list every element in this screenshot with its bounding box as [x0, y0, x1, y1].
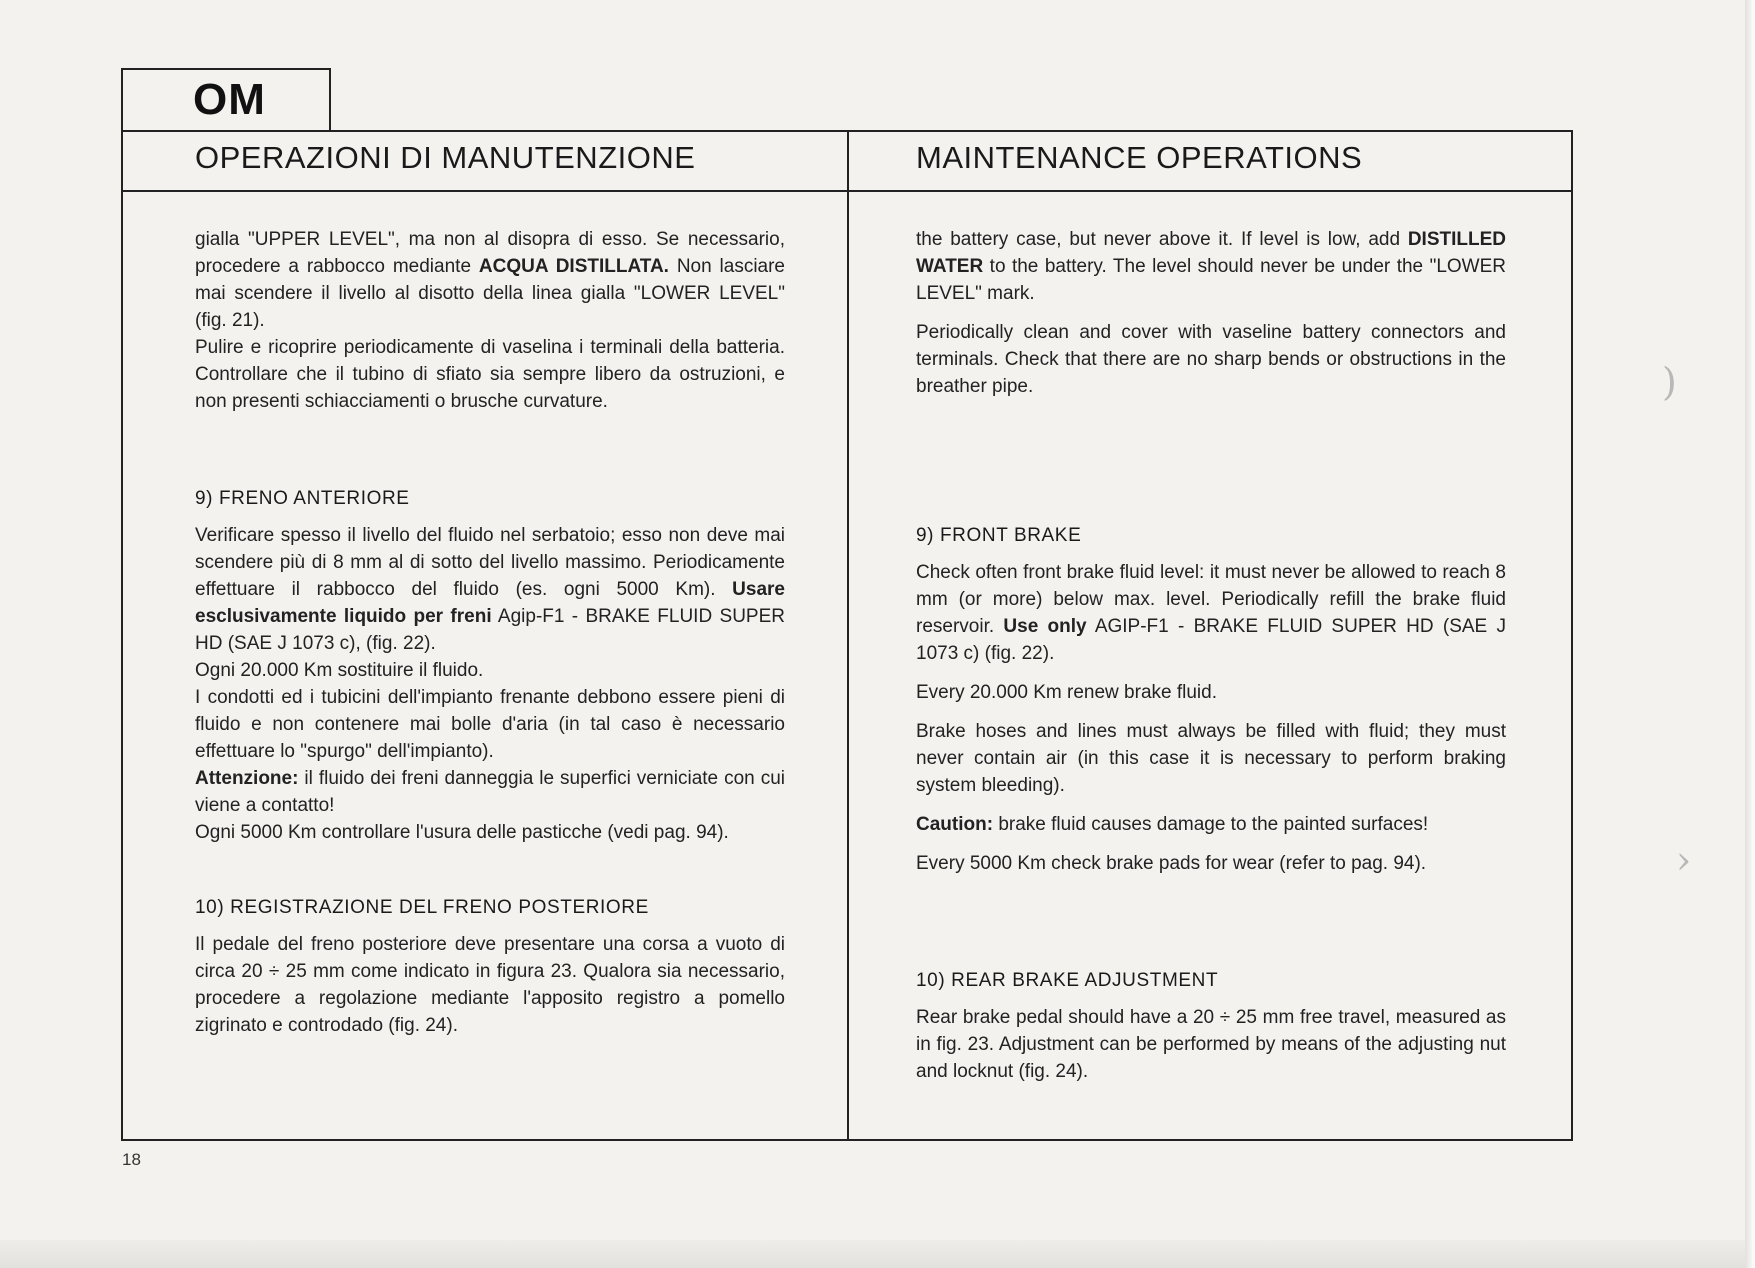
- column-divider: [847, 132, 849, 1139]
- margin-smudge-mark: ): [1662, 360, 1677, 404]
- battery-terminals-paragraph: Periodically clean and cover with vaseline battery connectors and terminals. Check that there are no sharp bends or obstructions in the breather pipe.: [916, 322, 1506, 397]
- section-10-title: 10) REAR BRAKE ADJUSTMENT: [916, 970, 1219, 991]
- margin-smudge-mark: ›: [1676, 838, 1692, 882]
- section-9-fluid-paragraph: Check often front brake fluid level: it must never be allowed to reach 8 mm (or more) below max. level. Periodically refill the brake fluid reservoir. Use only AGIP-F1 - BRAKE FLUID SUPER HD (SAE J 1073 c) (fig. 22).: [916, 562, 1506, 664]
- heading-italian: OPERAZIONI DI MANUTENZIONE: [195, 140, 696, 175]
- battery-level-paragraph: the battery case, but never above it. If level is low, add DISTILLED WATER to the battery. The level should never be under the "LOWER LEVEL" mark.: [916, 229, 1506, 304]
- section-9-caution-paragraph: Attenzione: il fluido dei freni danneggia le superfici verniciate con cui viene a contatto!: [195, 768, 785, 816]
- section-10-paragraph: Il pedale del freno posteriore deve presentare una corsa a vuoto di circa 20 ÷ 25 mm come indicato in figura 23. Qualora sia necessario, procedere a regolazione mediante l'apposito registro a pomello zigrinato e controdado (fig. 24).: [195, 934, 785, 1036]
- scan-bottom-edge: [0, 1240, 1755, 1268]
- section-9-fluid-paragraph: Verificare spesso il livello del fluido nel serbatoio; esso non deve mai scendere più di 8 mm al di sotto del livello massimo. Periodicamente effettuare il rabbocco del fluido (es. ogni 5000 Km). Usare esclusivamente liquido per freni Agip-F1 - BRAKE FLUID SUPER HD (SAE J 1073 c), (fig. 22).: [195, 525, 785, 654]
- section-9-pads-paragraph: Ogni 5000 Km controllare l'usura delle pasticche (vedi pag. 94).: [195, 822, 729, 843]
- heading-english: MAINTENANCE OPERATIONS: [916, 140, 1363, 175]
- section-9-title: 9) FRENO ANTERIORE: [195, 488, 410, 509]
- section-9-replace-paragraph: Every 20.000 Km renew brake fluid.: [916, 682, 1217, 703]
- section-10-title: 10) REGISTRAZIONE DEL FRENO POSTERIORE: [195, 897, 649, 918]
- section-9-caution-paragraph: Caution: brake fluid causes damage to the painted surfaces!: [916, 814, 1429, 835]
- section-9-lines-paragraph: Brake hoses and lines must always be filled with fluid; they must never contain air (in this case it is necessary to perform braking system bleeding).: [916, 721, 1506, 796]
- italian-column: [195, 226, 785, 1126]
- section-9-pads-paragraph: Every 5000 Km check brake pads for wear (refer to pag. 94).: [916, 853, 1427, 874]
- section-tab-label: OM: [193, 75, 266, 124]
- section-tab: [121, 68, 331, 132]
- battery-level-paragraph: gialla "UPPER LEVEL", ma non al disopra di esso. Se necessario, procedere a rabbocco mediante ACQUA DISTILLATA. Non lasciare mai scendere il livello al disotto della linea gialla "LOWER LEVEL" (fig. 21).: [195, 229, 786, 331]
- page-number: 18: [122, 1150, 141, 1169]
- header-divider: [123, 190, 1571, 192]
- english-column: [916, 226, 1506, 1126]
- section-10-paragraph: Rear brake pedal should have a 20 ÷ 25 mm free travel, measured as in fig. 23. Adjustment can be performed by means of the adjusting nut and locknut (fig. 24).: [916, 1007, 1506, 1082]
- section-9-replace-paragraph: Ogni 20.000 Km sostituire il fluido.: [195, 660, 484, 681]
- battery-terminals-paragraph: Pulire e ricoprire periodicamente di vaselina i terminali della batteria. Controllare che il tubino di sfiato sia sempre libero da ostruzioni, e non presenti schiacciamenti o brusche curvature.: [195, 337, 785, 412]
- scan-page-edge: [1745, 0, 1755, 1268]
- section-9-lines-paragraph: I condotti ed i tubicini dell'impianto frenante debbono essere pieni di fluido e non contenere mai bolle d'aria (in tal caso è necessario effettuare lo "spurgo" dell'impianto).: [195, 687, 785, 762]
- section-9-title: 9) FRONT BRAKE: [916, 525, 1082, 546]
